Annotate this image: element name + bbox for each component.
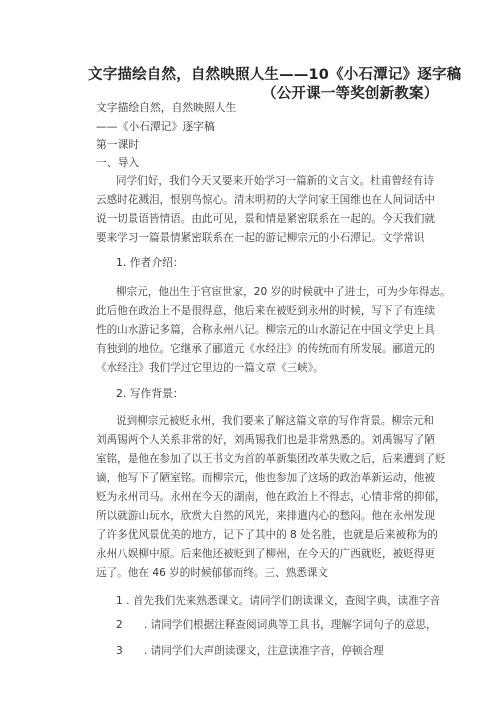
section-heading: 2. 写作背景： — [116, 387, 184, 400]
section-heading: 一、导入 — [96, 156, 140, 169]
paragraph-line: 永州八娱柳中原。后来他还被贬到了柳州，在今天的广西就贬，被贬得更 — [96, 548, 435, 560]
paragraph-line: 性的山水游记多篇，合称永州八记。柳宗元的山水游记在中国文学史上具 — [96, 324, 435, 336]
paragraph-line: 柳宗元，他出生于官宦世家，20 岁的时候就中了进士，可为少年得志。 — [116, 286, 451, 298]
paragraph-line: 云感时花溅泪，恨别鸟惊心。清末明初的大学问家王国维也在人间词话中 — [96, 194, 435, 206]
paragraph-line: 所以就游山玩水，欣赏大自然的风光，来排遣内心的愁闷。他在永州发现 — [96, 510, 435, 522]
section-heading: 1. 作者介绍： — [116, 256, 184, 269]
paragraph-line: 刘禹锡两个人关系非常的好，刘禹锡我们也是非常熟悉的。刘禹锡写了陋 — [96, 434, 435, 446]
paragraph-line: 了许多优风景优美的地方，记下了其中的 8 处名胜，也就是后来被称为的 — [96, 529, 438, 541]
subtitle-line: 文字描绘自然，自然映照人生 — [96, 101, 237, 114]
paragraph-line: 说一切景语皆情语。由此可见，景和情是紧密联系在一起的。今天我们就 — [96, 213, 435, 225]
paragraph-line: 说到柳宗元被贬永州，我们要来了解这篇文章的写作背景。柳宗元和 — [116, 415, 434, 427]
paragraph-line: 远了。他在 46 岁的时候郁郁而终。三、熟悉课文 — [96, 567, 329, 579]
paragraph-line: 同学们好，我们今天又要来开始学习一篇新的文言文。杜甫曾经有诗 — [116, 175, 434, 187]
list-item: 1 . 首先我们先来熟悉课文。请同学们朗读课文，查阅字典，读准字音 — [116, 595, 441, 607]
paragraph-line: 《水经注》我们学过它里边的一篇文章《三峡》。 — [96, 362, 324, 374]
paragraph-line: 谪，他写下了陋室铭。而柳宗元，他也参加了这场的政治革新运动，他被 — [96, 472, 435, 484]
section-heading: 第一课时 — [96, 138, 140, 151]
paragraph-line: 有独到的地位。它继承了郦道元《水经注》的传统而有所发展。郦道元的 — [96, 343, 435, 355]
paragraph-line: 此后他在政治上不是很得意，他后来在被贬到永州的时候，写下了有连续 — [96, 305, 435, 317]
document-title-line-2: （公开课一等奖创新教案） — [262, 86, 439, 102]
subtitle-dash-line: ——《小石潭记》逐字稿 — [96, 120, 215, 133]
list-item: 3 . 请同学们大声朗读课文，注意读准字音，停顿合理 — [116, 645, 384, 657]
document-title-line-1: 文字描绘自然，自然映照人生——10《小石潭记》逐字稿 — [88, 67, 462, 83]
list-item: 2 . 请同学们根据注释查阅词典等工具书，理解字词句子的意思， — [116, 619, 437, 631]
paragraph-line: 室铭，是他在参加了以王书文为首的革新集团改革失败之后，后来遭到了贬 — [96, 453, 446, 465]
paragraph-line: 贬为永州司马。永州在今天的湖南，他在政治上不得志，心情非常的抑郁， — [96, 491, 446, 503]
paragraph-line: 要来学习一篇景情紧密联系在一起的游记柳宗元的小石潭记。文学常识 — [96, 232, 425, 244]
